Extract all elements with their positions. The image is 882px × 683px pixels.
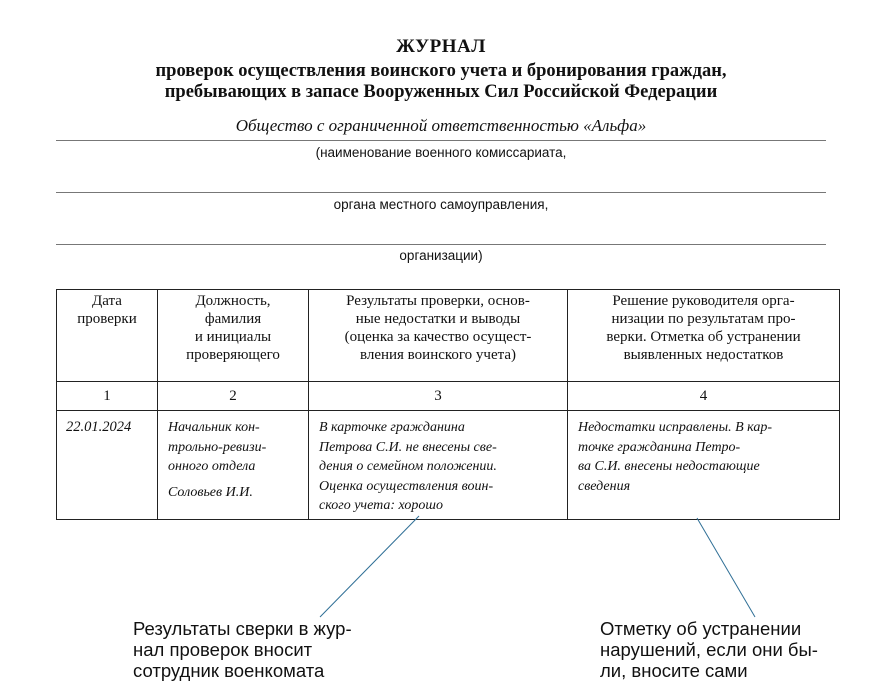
table-row (57, 411, 840, 520)
cell-decision: Недостатки исправлены. В кар- точке гражданина Петро- ва С.И. внесены недостающие сведения (568, 411, 840, 520)
journal-subtitle-line2: пребывающих в запасе Вооруженных Сил Российской Федерации (164, 82, 718, 102)
inspection-journal-table (56, 289, 840, 520)
organization-name: Общество с ограниченной ответственностью «Альфа» (235, 116, 647, 135)
column-number: 1 (57, 382, 158, 411)
header-results: Результаты проверки, основ- ные недостатки и выводы (оценка за качество осущест- вления воинского учета) (309, 290, 568, 382)
journal-subtitle-line1: проверок осуществления воинского учета и бронирования граждан, (155, 61, 727, 81)
cell-date: 22.01.2024 (57, 411, 158, 520)
caption-organization: организации) (399, 248, 483, 263)
divider (56, 140, 826, 141)
leader-line-left (320, 516, 419, 617)
cell-inspector: Начальник кон- трольно-ревизи- онного отдела Соловьев И.И. (158, 411, 309, 520)
column-number-row (57, 382, 840, 411)
leader-line-right (697, 518, 755, 617)
cell-results: В карточке гражданина Петрова С.И. не внесены све- дения о семейном положении. Оценка осуществления воин- ского учета: хорошо (309, 411, 568, 520)
divider (56, 192, 826, 193)
journal-title: ЖУРНАЛ (396, 36, 486, 57)
header-decision: Решение руководителя орга- низации по результатам про- верки. Отметка об устранении выявленных недостатков (568, 290, 840, 382)
column-number: 4 (568, 382, 840, 411)
caption-local-government: органа местного самоуправления, (333, 197, 549, 212)
column-number: 3 (309, 382, 568, 411)
table-header-row (57, 290, 840, 382)
header-inspector: Должность, фамилия и инициалы проверяющего (158, 290, 309, 382)
column-number: 2 (158, 382, 309, 411)
divider (56, 244, 826, 245)
header-date: Дата проверки (57, 290, 158, 382)
caption-military-commissariat: (наименование военного комиссариата, (315, 145, 567, 160)
note-right: Отметку об устранении нарушений, если они бы- ли, вносите сами (600, 618, 818, 681)
inspector-name: Соловьев И.И. (168, 484, 253, 500)
note-left: Результаты сверки в жур- нал проверок вносит сотрудник военкомата (133, 618, 352, 681)
